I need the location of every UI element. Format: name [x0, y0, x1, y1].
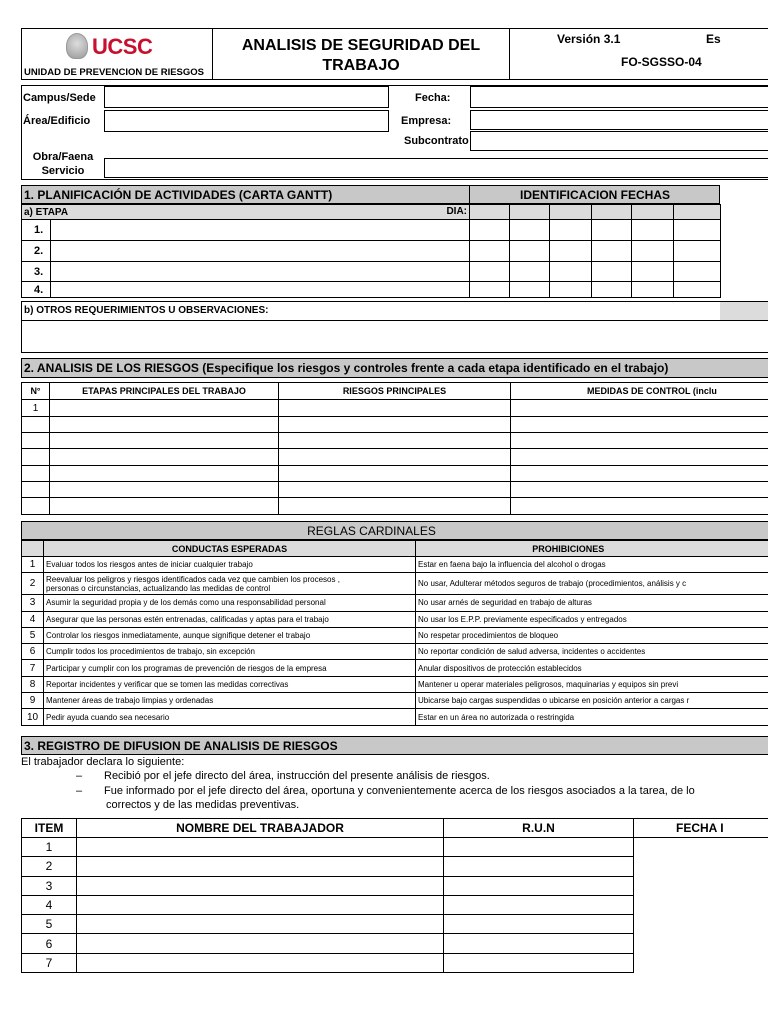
regla-prohibicion: Anular dispositivos de protección establecidos	[416, 660, 768, 676]
regla-number: 4	[22, 611, 44, 627]
obra-input[interactable]	[105, 160, 768, 178]
regla-row	[22, 709, 768, 725]
col-conductas: CONDUCTAS ESPERADAS	[44, 541, 416, 557]
regla-row	[22, 627, 768, 643]
campus-input[interactable]	[105, 87, 388, 107]
regla-number: 1	[22, 557, 44, 573]
worker-name-cell[interactable]	[77, 934, 444, 953]
worker-item-number: 2	[22, 857, 77, 876]
regla-conducta-text: Reevaluar los peligros y riesgos identificados cada vez que cambien los procesos ,	[46, 574, 340, 584]
gantt-row[interactable]	[22, 282, 470, 298]
otros-field[interactable]	[21, 321, 768, 353]
declara-item-2b: correctos y de las medidas preventivas.	[106, 799, 300, 811]
gantt-row-number: 1.	[34, 224, 44, 236]
col-nombre: NOMBRE DEL TRABAJADOR	[77, 819, 444, 838]
col-n: N°	[22, 383, 50, 400]
regla-conducta	[44, 709, 416, 725]
header-logo-box	[21, 28, 213, 80]
regla-conducta-text: Evaluar todos los riesgos antes de iniciar cualquier trabajo	[46, 560, 253, 570]
declara-text: El trabajador declara lo siguiente:	[21, 756, 185, 768]
header-meta-box	[509, 28, 768, 80]
campus-label: Campus/Sede	[23, 92, 96, 104]
worker-run-cell[interactable]	[444, 953, 634, 972]
worker-fecha-cell[interactable]	[634, 857, 768, 876]
logo-text: UCSC	[92, 34, 153, 59]
regla-prohibicion: Mantener u operar materiales peligrosos, maquinarias y equipos sin previ	[416, 676, 768, 692]
worker-row	[22, 838, 768, 857]
header-title-box	[212, 28, 510, 80]
fecha-field[interactable]	[470, 86, 768, 108]
regla-row	[22, 644, 768, 660]
regla-conducta-text: Participar y cumplir con los programas de prevención de riesgos de la empresa	[46, 663, 327, 673]
regla-conducta-text: Pedir ayuda cuando sea necesario	[46, 712, 170, 722]
regla-conducta-text-2: personas o circunstancias, actualizando las medidas de control	[46, 583, 271, 593]
declara-item-2: Fue informado por el jefe directo del área, oportuna y convenientemente acerca de los riesgos asociados a la tarea, de lo	[104, 785, 695, 797]
subcontrato-field[interactable]	[470, 131, 768, 151]
regla-conducta	[44, 595, 416, 611]
ucsc-seal-icon	[66, 33, 88, 59]
worker-row	[22, 915, 768, 934]
form-title-line1: ANALISIS DE SEGURIDAD DEL	[241, 37, 481, 54]
worker-fecha-cell[interactable]	[634, 953, 768, 972]
section1-header	[21, 185, 720, 204]
worker-fecha-cell[interactable]	[634, 895, 768, 914]
worker-run-cell[interactable]	[444, 895, 634, 914]
section2-header	[21, 358, 768, 378]
version-label: Versión 3.1	[557, 32, 621, 46]
section3-header	[21, 736, 768, 755]
col-medidas: MEDIDAS DE CONTROL (inclu	[511, 383, 768, 400]
etapa-header	[22, 205, 470, 220]
area-input[interactable]	[105, 111, 388, 131]
col-riesgos: RIESGOS PRINCIPALES	[279, 383, 511, 400]
worker-name-cell[interactable]	[77, 915, 444, 934]
unit-name: UNIDAD DE PREVENCION DE RIESGOS	[24, 67, 204, 78]
regla-conducta-text: Controlar los riesgos inmediatamente, aunque signifique detener el trabajo	[46, 631, 311, 641]
form-code: FO-SGSSO-04	[621, 55, 702, 69]
regla-conducta	[44, 693, 416, 709]
worker-name-cell[interactable]	[77, 895, 444, 914]
regla-row	[22, 676, 768, 692]
worker-row	[22, 876, 768, 895]
worker-item-number: 3	[22, 876, 77, 895]
worker-fecha-cell[interactable]	[634, 934, 768, 953]
etapa-label: a) ETAPA	[24, 206, 69, 218]
regla-prohibicion: No usar, Adulterar métodos seguros de trabajo (procedimientos, análisis y c	[416, 573, 768, 595]
regla-prohibicion: No respetar procedimientos de bloqueo	[416, 627, 768, 643]
col-etapas: ETAPAS PRINCIPALES DEL TRABAJO	[50, 383, 279, 400]
section3-title: 3. REGISTRO DE DIFUSION DE ANALISIS DE RIESGOS	[24, 739, 338, 753]
regla-conducta-text: Asegurar que las personas estén entrenadas, calificadas y aptas para el trabajo	[46, 614, 329, 624]
reglas-header	[21, 521, 768, 540]
otros-label: b) OTROS REQUERIMIENTOS U OBSERVACIONES:	[24, 305, 269, 316]
regla-conducta-text: Mantener áreas de trabajo limpias y ordenadas	[46, 696, 214, 706]
dash-1: –	[76, 770, 83, 782]
worker-item-number: 4	[22, 895, 77, 914]
gantt-row[interactable]	[22, 262, 470, 282]
regla-prohibicion: Estar en faena bajo la influencia del alcohol o drogas	[416, 557, 768, 573]
worker-row	[22, 895, 768, 914]
worker-item-number: 5	[22, 915, 77, 934]
gantt-row-number: 2.	[34, 245, 44, 257]
worker-name-cell[interactable]	[77, 838, 444, 857]
col-item: ITEM	[22, 819, 77, 838]
campus-field[interactable]	[104, 86, 389, 108]
gantt-row-number: 4.	[34, 284, 44, 296]
regla-prohibicion: Ubicarse bajo cargas suspendidas o ubicarse en posición anterior a cargas r	[416, 693, 768, 709]
reglas-table	[21, 540, 768, 726]
regla-conducta-text: Reportar incidentes y verificar que se tomen las medidas correctivas	[46, 679, 289, 689]
risk-table	[21, 382, 768, 515]
regla-row	[22, 595, 768, 611]
regla-row	[22, 557, 768, 573]
regla-conducta-text: Cumplir todos los procedimientos de trabajo, sin excepción	[46, 647, 255, 657]
col-prohibiciones: PROHIBICIONES	[416, 541, 768, 557]
worker-name-cell[interactable]	[77, 857, 444, 876]
regla-row	[22, 611, 768, 627]
regla-row	[22, 693, 768, 709]
regla-conducta	[44, 627, 416, 643]
regla-number: 2	[22, 573, 44, 595]
worker-fecha-cell[interactable]	[634, 876, 768, 895]
otros-header	[21, 301, 768, 321]
area-label: Área/Edificio	[23, 115, 91, 127]
worker-fecha-cell[interactable]	[634, 915, 768, 934]
regla-number: 8	[22, 676, 44, 692]
empresa-label: Empresa:	[401, 115, 452, 127]
regla-number: 9	[22, 693, 44, 709]
worker-run-cell[interactable]	[444, 857, 634, 876]
regla-number: 7	[22, 660, 44, 676]
subcontrato-label: Subcontrato	[404, 135, 469, 147]
worker-row	[22, 857, 768, 876]
form-title-line2: TRABAJO	[322, 57, 400, 74]
declara-item-1: Recibió por el jefe directo del área, instrucción del presente análisis de riesgos.	[104, 770, 490, 782]
dash-2: –	[76, 785, 83, 797]
identificacion-fechas: IDENTIFICACION FECHAS	[520, 188, 670, 202]
risk-row-number: 1	[22, 400, 50, 417]
worker-name-cell[interactable]	[77, 876, 444, 895]
subcontrato-input[interactable]	[471, 133, 768, 151]
regla-row	[22, 660, 768, 676]
regla-conducta	[44, 557, 416, 573]
col-fecha: FECHA I	[634, 819, 768, 838]
worker-name-cell[interactable]	[77, 953, 444, 972]
regla-conducta	[44, 660, 416, 676]
gantt-row[interactable]	[22, 241, 470, 262]
worker-run-cell[interactable]	[444, 838, 634, 857]
fecha-label: Fecha:	[415, 92, 451, 104]
regla-number: 6	[22, 644, 44, 660]
regla-prohibicion: No usar los E.P.P. previamente especificados y entregados	[416, 611, 768, 627]
obra-label-line1: Obra/Faena	[32, 151, 94, 163]
gantt-row-number: 3.	[34, 266, 44, 278]
regla-conducta	[44, 676, 416, 692]
dia-label: DIA:	[446, 206, 467, 217]
worker-row	[22, 953, 768, 972]
section2-title: 2. ANALISIS DE LOS RIESGOS (Especifique los riesgos y controles frente a cada etapa identificado en el trabajo)	[24, 361, 669, 375]
worker-run-cell[interactable]	[444, 934, 634, 953]
fecha-input[interactable]	[471, 87, 768, 107]
regla-number: 3	[22, 595, 44, 611]
workers-table	[21, 818, 768, 973]
worker-item-number: 7	[22, 953, 77, 972]
regla-conducta	[44, 611, 416, 627]
es-label: Es	[706, 32, 721, 46]
regla-row	[22, 573, 768, 595]
regla-number: 10	[22, 709, 44, 725]
empresa-input[interactable]	[471, 112, 768, 130]
reglas-title: REGLAS CARDINALES	[307, 524, 436, 538]
gantt-row[interactable]	[22, 220, 470, 241]
worker-item-number: 6	[22, 934, 77, 953]
section1-title: 1. PLANIFICACIÓN DE ACTIVIDADES (CARTA GANTT)	[24, 188, 333, 202]
info-block	[21, 85, 768, 180]
obra-field[interactable]	[104, 158, 768, 178]
regla-prohibicion: No usar arnés de seguridad en trabajo de alturas	[416, 595, 768, 611]
worker-run-cell[interactable]	[444, 876, 634, 895]
regla-prohibicion: No reportar condición de salud adversa, incidentes o accidentes	[416, 644, 768, 660]
worker-item-number: 1	[22, 838, 77, 857]
worker-run-cell[interactable]	[444, 915, 634, 934]
regla-conducta-text: Asumir la seguridad propia y de los demás como una responsabilidad personal	[46, 598, 326, 608]
area-field[interactable]	[104, 110, 389, 132]
regla-prohibicion: Estar en un área no autorizada o restringida	[416, 709, 768, 725]
worker-row	[22, 934, 768, 953]
worker-fecha-cell[interactable]	[634, 838, 768, 857]
col-run: R.U.N	[444, 819, 634, 838]
regla-conducta	[44, 644, 416, 660]
gantt-table	[21, 204, 721, 298]
regla-conducta	[44, 573, 416, 595]
empresa-field[interactable]	[470, 110, 768, 130]
obra-label-line2: Servicio	[41, 165, 85, 177]
regla-number: 5	[22, 627, 44, 643]
